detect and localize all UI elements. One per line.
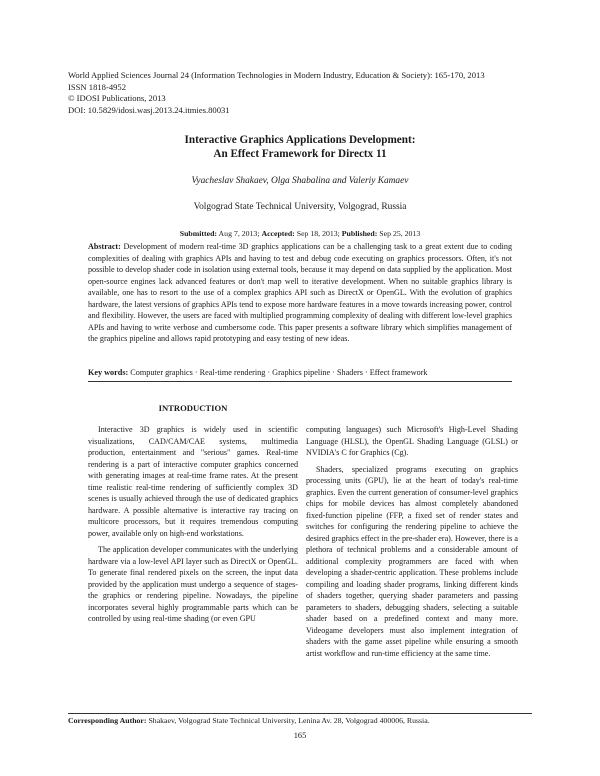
paragraph: Shaders, specialized programs executing on graphics processing units (GPU), lie at the heart of today's real-time graphics. Even the current generation of consumer-level graphics chips for mobile devices has almost completely abandoned fixed-function pipeline (FFP, a fixed set of render states and switches for configuring the rendering pipeline to achieve the desired graphics effect in the pre-shader era). However, there is a plethora of technical problems and a considerable amount of additional complexity programmers are faced with when developing a shader-centric application. These problems include compiling and loading shader programs, linking different kinds of shaders together, querying shader parameters and passing parameters to shaders, debugging shaders, selecting a suitable shader based on a predefined context and many more. Videogame developers must also implement integration of shaders with the game asset pipeline while ensuring a smooth artist workflow and run-time efficiency at the same time. [306,464,518,658]
accepted-label: Accepted: [261,229,295,238]
copyright: © IDOSI Publications, 2013 [68,93,166,104]
page-number: 165 [293,731,307,740]
paragraph: The application developer communicates with the underlying hardware via a low-level API layer such as DirectX or OpenGL. To generate final rendered pixels on the screen, the input data provided by the application must undergo a sequence of stages-the graphics or rendering pipeline. Nowadays, the pipeline incorporates several highly programmable parts which can be controlled by using real-time shading (or even GPU [88,545,298,623]
paragraph: Interactive 3D graphics is widely used in scientific visualizations, CAD/CAM/CAE systems, multimedia production, entertainment and "serious" games. Real-time rendering is a part of interactive computer graphics concerned with generating images at real-time frame rates. At the present time realistic real-time rendering of sufficiently complex 3D scenes is usually achieved through the use of dedicated graphics hardware. A possible alternative is interactive ray tracing on multicore processors, but it requires tremendous computing power, available only on high-end workstations. [88,425,298,538]
issn: ISSN 1818-4952 [68,81,127,92]
abstract-text: Development of modern real-time 3D graphics applications can be a challenging task to a great extent due to coding complexities of dealing with graphics APIs and having to test and debug code executing on graphics processors. Often, it's not possible to develop shader code in isolation using external tools, because it may depend on data supplied by the application. Most open-source engines lack advanced features or don't map well to iterative development. When no suitable graphics library is available, one has to resort to the use of a complex graphics API such as DirectX or OpenGL. With the evolution of graphics hardware, the latest versions of graphics APIs tend to expose more hardware features in a move towards increasing power, control and flexibility. However, the users are faced with multiplied programming complexity of dealing with different low-level graphics APIs and having to write verbose and cumbersome code. This paper presents a software library which simplifies management of the graphics pipeline and allows rapid prototyping and easy testing of new ideas. [88,242,512,343]
section-heading-introduction: INTRODUCTION [158,403,228,413]
footnote-divider [68,713,532,714]
affiliation: Volgograd State Technical University, Volgograd, Russia [193,202,407,212]
published-label: Published: [341,229,378,238]
right-column [306,424,518,664]
keywords-text: Computer graphics · Real-time rendering · Graphics pipeline · Shaders · Effect framework [130,368,428,377]
keywords-label: Key words: [88,368,129,377]
paper-title [60,133,540,161]
publication-dates [60,229,540,238]
submitted-label: Submitted: [179,229,218,238]
footnote-text: Shakaev, Volgograd State Technical University, Lenina Av. 28, Volgograd 400006, Russia. [148,716,430,725]
doi: DOI: 10.5829/idosi.wasj.2013.24.itmies.80031 [68,104,230,115]
abstract-label: Abstract: [88,242,121,251]
paragraph: computing languages) such Microsoft's High-Level Shading Language (HLSL), the OpenGL Shading Language (GLSL) or NVIDIA's C for Graphics (Cg). [306,425,518,457]
title-line-2: An Effect Framework for Directx 11 [213,148,387,160]
journal-line: World Applied Sciences Journal 24 (Information Technologies in Modern Industry, Education & Society): 165-170, 2013 [68,70,485,80]
submitted-value: Aug 7, 2013; [218,229,260,238]
published-value: Sep 25, 2013 [379,229,421,238]
left-column [88,424,298,630]
abstract [88,241,512,345]
corresponding-author-footnote [68,716,538,725]
title-line-1: Interactive Graphics Applications Development: [184,134,416,146]
authors: Vyacheslav Shakaev, Olga Shabalina and Valeriy Kamaev [191,176,409,186]
accepted-value: Sep 18, 2013; [296,229,340,238]
keywords [88,368,528,377]
keywords-divider [88,381,512,382]
journal-header [68,70,538,116]
footnote-label: Corresponding Author: [68,716,147,725]
